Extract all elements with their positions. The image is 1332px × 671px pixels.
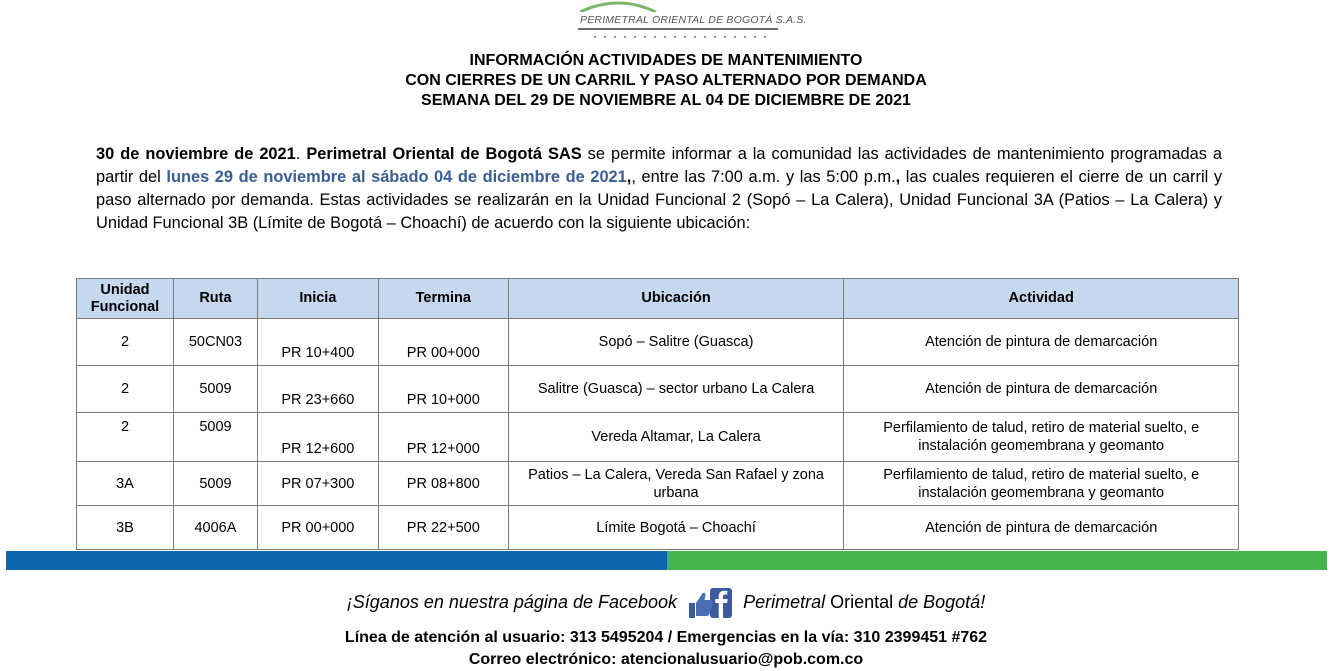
header-activity: Actividad — [844, 279, 1239, 319]
footer-bar-green — [667, 551, 1327, 570]
cell-end: PR 10+000 — [378, 366, 508, 413]
cell-start: PR 10+400 — [257, 319, 378, 366]
facebook-name-italic: Perimetral — [743, 591, 826, 612]
table-header-row — [77, 279, 1239, 319]
header-start: Inicia — [257, 279, 378, 319]
cell-location: Salitre (Guasca) – sector urbano La Calera — [508, 366, 844, 413]
cell-activity: Perfilamiento de talud, retiro de material suelto, e instalación geomembrana y geomanto — [844, 413, 1239, 462]
facebook-line — [0, 586, 1332, 620]
cell-unit: 2 — [77, 319, 174, 366]
table-row — [77, 462, 1239, 506]
paragraph-comma-2: , — [895, 168, 901, 186]
paragraph-text-3: las cuales requieren el cierre de un carril y paso alternado por demanda. Estas actividades se realizarán en la Unidad Funcional 2 (Sopó – La Calera), Unidad Funcional 3A (Patios – La Calera) y Unidad Funcional 3B (Límite de Bogotá – Choachí) de acuerdo con la siguiente ubicación: — [96, 168, 1223, 232]
cell-route: 5009 — [173, 413, 257, 462]
header-location: Ubicación — [508, 279, 844, 319]
email-line[interactable]: Correo electrónico: atencionalusuario@pob.com.co — [468, 651, 864, 668]
cell-location: Patios – La Calera, Vereda San Rafael y zona urbana — [508, 462, 844, 506]
cell-activity: Atención de pintura de demarcación — [844, 506, 1239, 550]
table-row — [77, 506, 1239, 550]
cell-route: 5009 — [173, 366, 257, 413]
table-row — [77, 413, 1239, 462]
cell-activity: Atención de pintura de demarcación — [844, 366, 1239, 413]
footer-bar-blue — [6, 551, 667, 570]
facebook-like-icon[interactable] — [686, 586, 734, 620]
table-row — [77, 366, 1239, 413]
paragraph-company: Perimetral Oriental de Bogotá SAS — [306, 145, 582, 163]
document-heading — [0, 51, 1332, 111]
facebook-text: ¡Síganos en nuestra página de Facebook — [346, 591, 678, 612]
paragraph-date-range: lunes 29 de noviembre al sábado 04 de diciembre de 2021 — [166, 168, 627, 186]
cell-end: PR 12+000 — [378, 413, 508, 462]
cell-start: PR 07+300 — [257, 462, 378, 506]
paragraph-text-2: , entre las 7:00 a.m. y las 5:00 p.m. — [631, 168, 896, 186]
facebook-name-plain: Oriental — [825, 591, 899, 612]
header-unit-line-1: Unidad — [100, 281, 150, 298]
paragraph-date: 30 de noviembre de 2021 — [96, 145, 296, 163]
cell-unit: 3A — [77, 462, 174, 506]
logo-dots-icon — [590, 32, 770, 42]
cell-location: Vereda Altamar, La Calera — [508, 413, 844, 462]
header-end: Termina — [378, 279, 508, 319]
paragraph-comma-1: , — [626, 168, 632, 186]
header-unit-line-2: Funcional — [90, 298, 160, 315]
facebook-name-end: de Bogotá! — [898, 591, 986, 612]
logo-underline — [578, 28, 778, 30]
contact-info — [0, 627, 1332, 671]
heading-line-2: CON CIERRES DE UN CARRIL Y PASO ALTERNADO POR DEMANDA — [405, 72, 927, 89]
cell-location: Sopó – Salitre (Guasca) — [508, 319, 844, 366]
cell-route: 4006A — [173, 506, 257, 550]
cell-start: PR 12+600 — [257, 413, 378, 462]
cell-end: PR 08+800 — [378, 462, 508, 506]
logo-text: PERIMETRAL ORIENTAL DE BOGOTÁ S.A.S. — [580, 14, 807, 26]
cell-end: PR 00+000 — [378, 319, 508, 366]
paragraph-sep: . — [295, 145, 307, 163]
cell-unit: 2 — [77, 366, 174, 413]
cell-location: Límite Bogotá – Choachí — [508, 506, 844, 550]
heading-line-3: SEMANA DEL 29 DE NOVIEMBRE AL 04 DE DICIEMBRE DE 2021 — [421, 92, 911, 109]
cell-start: PR 23+660 — [257, 366, 378, 413]
company-logo — [570, 0, 807, 46]
cell-start: PR 00+000 — [257, 506, 378, 550]
table-row — [77, 319, 1239, 366]
header-unit — [77, 279, 174, 319]
header-route: Ruta — [173, 279, 257, 319]
intro-paragraph — [96, 143, 1222, 235]
cell-route: 50CN03 — [173, 319, 257, 366]
cell-activity: Perfilamiento de talud, retiro de material suelto, e instalación geomembrana y geomanto — [844, 462, 1239, 506]
cell-route: 5009 — [173, 462, 257, 506]
phone-line: Línea de atención al usuario: 313 5495204 / Emergencias en la vía: 310 2399451 #762 — [344, 629, 988, 646]
cell-end: PR 22+500 — [378, 506, 508, 550]
cell-activity: Atención de pintura de demarcación — [844, 319, 1239, 366]
cell-unit: 3B — [77, 506, 174, 550]
cell-unit: 2 — [77, 413, 174, 462]
maintenance-table — [76, 278, 1239, 550]
logo-arc-icon — [578, 0, 658, 12]
heading-line-1: INFORMACIÓN ACTIVIDADES DE MANTENIMIENTO — [469, 52, 863, 69]
paragraph-text-1: se permite informar a la comunidad las actividades de mantenimiento programadas a partir del — [96, 145, 1223, 186]
